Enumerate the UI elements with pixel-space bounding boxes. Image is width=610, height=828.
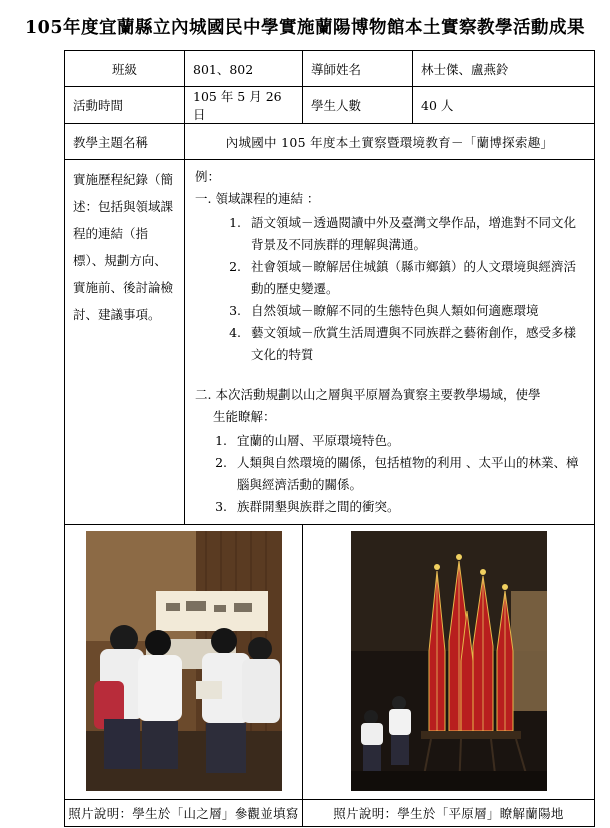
list-item: 2. 人類與自然環境的關係，包括植物的利用 、太平山的林業、樟腦與經濟活動的關係。 [231, 452, 584, 496]
class-value: 801、802 [185, 51, 303, 87]
list-item: 3. 自然領域－瞭解不同的生態特色與人類如何適應環境 [245, 300, 584, 322]
list-item: 3. 族群開墾與族群之間的衝突。 [231, 496, 584, 518]
photo-caption-1: 照片說明：學生於「山之層」參觀並填寫 [65, 800, 303, 827]
table-row [65, 51, 595, 87]
section-2-list [195, 430, 584, 518]
photo-cell-mountain [65, 525, 303, 800]
topic-value: 內城國中 105 年度本土實察暨環境教育－「蘭博探索趣」 [185, 124, 595, 160]
page-title: 105年度宜蘭縣立內城國民中學實施蘭陽博物館本土實察教學活動成果 [24, 18, 586, 38]
students-value: 40 人 [413, 87, 595, 124]
teacher-value: 林士傑、盧燕鈴 [413, 51, 595, 87]
list-item: 1. 宜蘭的山層、平原環境特色。 [231, 430, 584, 452]
table-row [65, 800, 595, 827]
record-example: 例： [195, 169, 221, 184]
table-row [65, 525, 595, 800]
photo-cell-plain [303, 525, 595, 800]
photo-mountain-layer-image [86, 531, 282, 791]
photo-plain-layer [351, 531, 547, 791]
list-item: 2. 社會領域－瞭解居住城鎮（縣市鄉鎮）的人文環境與經濟活動的歷史變遷。 [245, 256, 584, 300]
table-row [65, 87, 595, 124]
photo-plain-layer-image [351, 531, 547, 791]
table-row [65, 124, 595, 160]
time-label: 活動時間 [65, 87, 185, 124]
record-label: 實施歷程紀錄（簡述：包括與領域課程的連結（指標）、規劃方向、實施前、後討論檢討、建議事項。 [65, 160, 185, 525]
section-2-heading: 二. 本次活動規劃以山之層與平原層為實察主要教學場域，使學 [195, 387, 541, 402]
section-2-heading-cont: 生能瞭解： [213, 409, 276, 424]
table-row [65, 160, 595, 525]
list-item: 4. 藝文領域－欣賞生活周遭與不同族群之藝術創作，感受多樣文化的特質 [245, 322, 584, 366]
photo-caption-2: 照片說明：學生於「平原層」瞭解蘭陽地 [303, 800, 595, 827]
activity-report-table [64, 50, 595, 827]
topic-label: 教學主題名稱 [65, 124, 185, 160]
list-item: 1. 語文領域－透過閱讀中外及臺灣文學作品，增進對不同文化背景及不同族群的理解與溝通。 [245, 212, 584, 256]
time-value: 105 年 5 月 26 日 [185, 87, 303, 124]
students-label: 學生人數 [303, 87, 413, 124]
section-1-list [195, 212, 584, 366]
record-content [185, 160, 595, 525]
photo-mountain-layer [86, 531, 282, 791]
class-label: 班級 [65, 51, 185, 87]
section-1-heading: 一. 領域課程的連結 ： [195, 191, 320, 206]
teacher-label: 導師姓名 [303, 51, 413, 87]
